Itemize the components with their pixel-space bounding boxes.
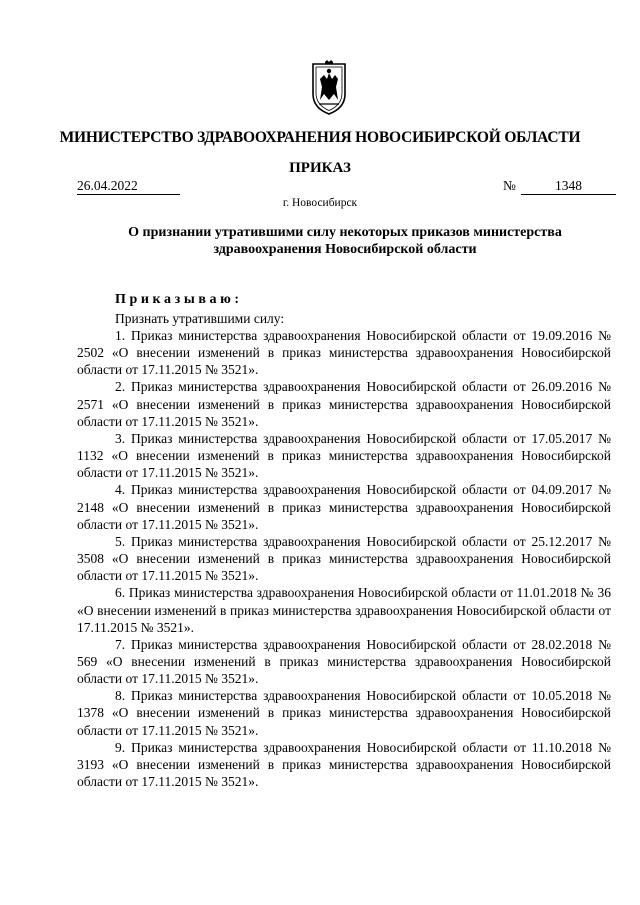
item-number: 7. — [115, 636, 126, 652]
list-item — [77, 378, 611, 429]
item-text: Приказ министерства здравоохранения Новосибирской области от 17.05.2017 № 1132 «О внесении изменений в приказ министерства здравоохранения Новосибирской области от 17.11.2015 № 3521». — [77, 430, 611, 481]
item-text: Приказ министерства здравоохранения Новосибирской области от 04.09.2017 № 2148 «О внесении изменений в приказ министерства здравоохранения Новосибирской области от 17.11.2015 № 3521». — [77, 482, 611, 532]
item-text: Приказ министерства здравоохранения Новосибирской области от 10.05.2018 № 1378 «О внесении изменений в приказ министерства здравоохранения Новосибирской области от 17.11.2015 № 3521». — [77, 688, 611, 738]
list-item — [77, 533, 611, 584]
orders-word: Приказываю: — [115, 292, 243, 307]
item-number: 2. — [115, 379, 126, 395]
item-text: Приказ министерства здравоохранения Новосибирской области от 11.01.2018 № 36 «О внесении изменений в приказ министерства здравоохранения Новосибирской области от 17.11.2015 № 3521». — [77, 585, 611, 635]
item-number: 5. — [115, 533, 126, 549]
document-title: О признании утратившими силу некоторых приказов министерства здравоохранения Новосибирской области — [128, 225, 562, 257]
list-item — [77, 481, 611, 532]
document-type: ПРИКАЗ — [289, 160, 351, 176]
list-item — [77, 739, 611, 790]
item-text: Приказ министерства здравоохранения Новосибирской области от 28.02.2018 № 569 «О внесении изменений в приказ министерства здравоохранения Новосибирской области от 17.11.2015 № 3521». — [77, 636, 611, 687]
ministry-name: МИНИСТЕРСТВО ЗДРАВООХРАНЕНИЯ НОВОСИБИРСКОЙ ОБЛАСТИ — [59, 129, 581, 146]
coat-of-arms-icon — [307, 60, 351, 116]
item-text: Приказ министерства здравоохранения Новосибирской области от 26.09.2016 № 2571 «О внесении изменений в приказ министерства здравоохранения Новосибирской области от 17.11.2015 № 3521». — [77, 379, 611, 429]
item-text: Приказ министерства здравоохранения Новосибирской области от 19.09.2016 № 2502 «О внесении изменений в приказ министерства здравоохранения Новосибирской области от 17.11.2015 № 3521». — [77, 328, 611, 378]
document-date: 26.04.2022 — [77, 178, 180, 195]
list-item — [77, 636, 611, 687]
item-number: 6. — [115, 585, 126, 601]
item-text: Приказ министерства здравоохранения Новосибирской области от 25.12.2017 № 3508 «О внесении изменений в приказ министерства здравоохранения Новосибирской области от 17.11.2015 № 3521». — [77, 533, 611, 584]
list-item — [77, 584, 611, 635]
item-number: 4. — [115, 482, 126, 498]
item-number: 1. — [115, 328, 126, 343]
city: г. Новосибирск — [282, 197, 358, 209]
item-text: Приказ министерства здравоохранения Новосибирской области от 11.10.2018 № 3193 «О внесении изменений в приказ министерства здравоохранения Новосибирской области от 17.11.2015 № 3521». — [77, 739, 611, 790]
list-item — [77, 430, 611, 481]
item-number: 3. — [115, 430, 126, 446]
list-item — [77, 327, 611, 378]
items-list — [77, 327, 611, 790]
item-number: 8. — [115, 688, 126, 704]
number-sign: № — [503, 178, 516, 193]
list-item — [77, 687, 611, 738]
item-number: 9. — [115, 739, 126, 755]
document-number: 1348 — [521, 178, 616, 195]
intro-text: Признать утратившими силу: — [115, 311, 285, 326]
